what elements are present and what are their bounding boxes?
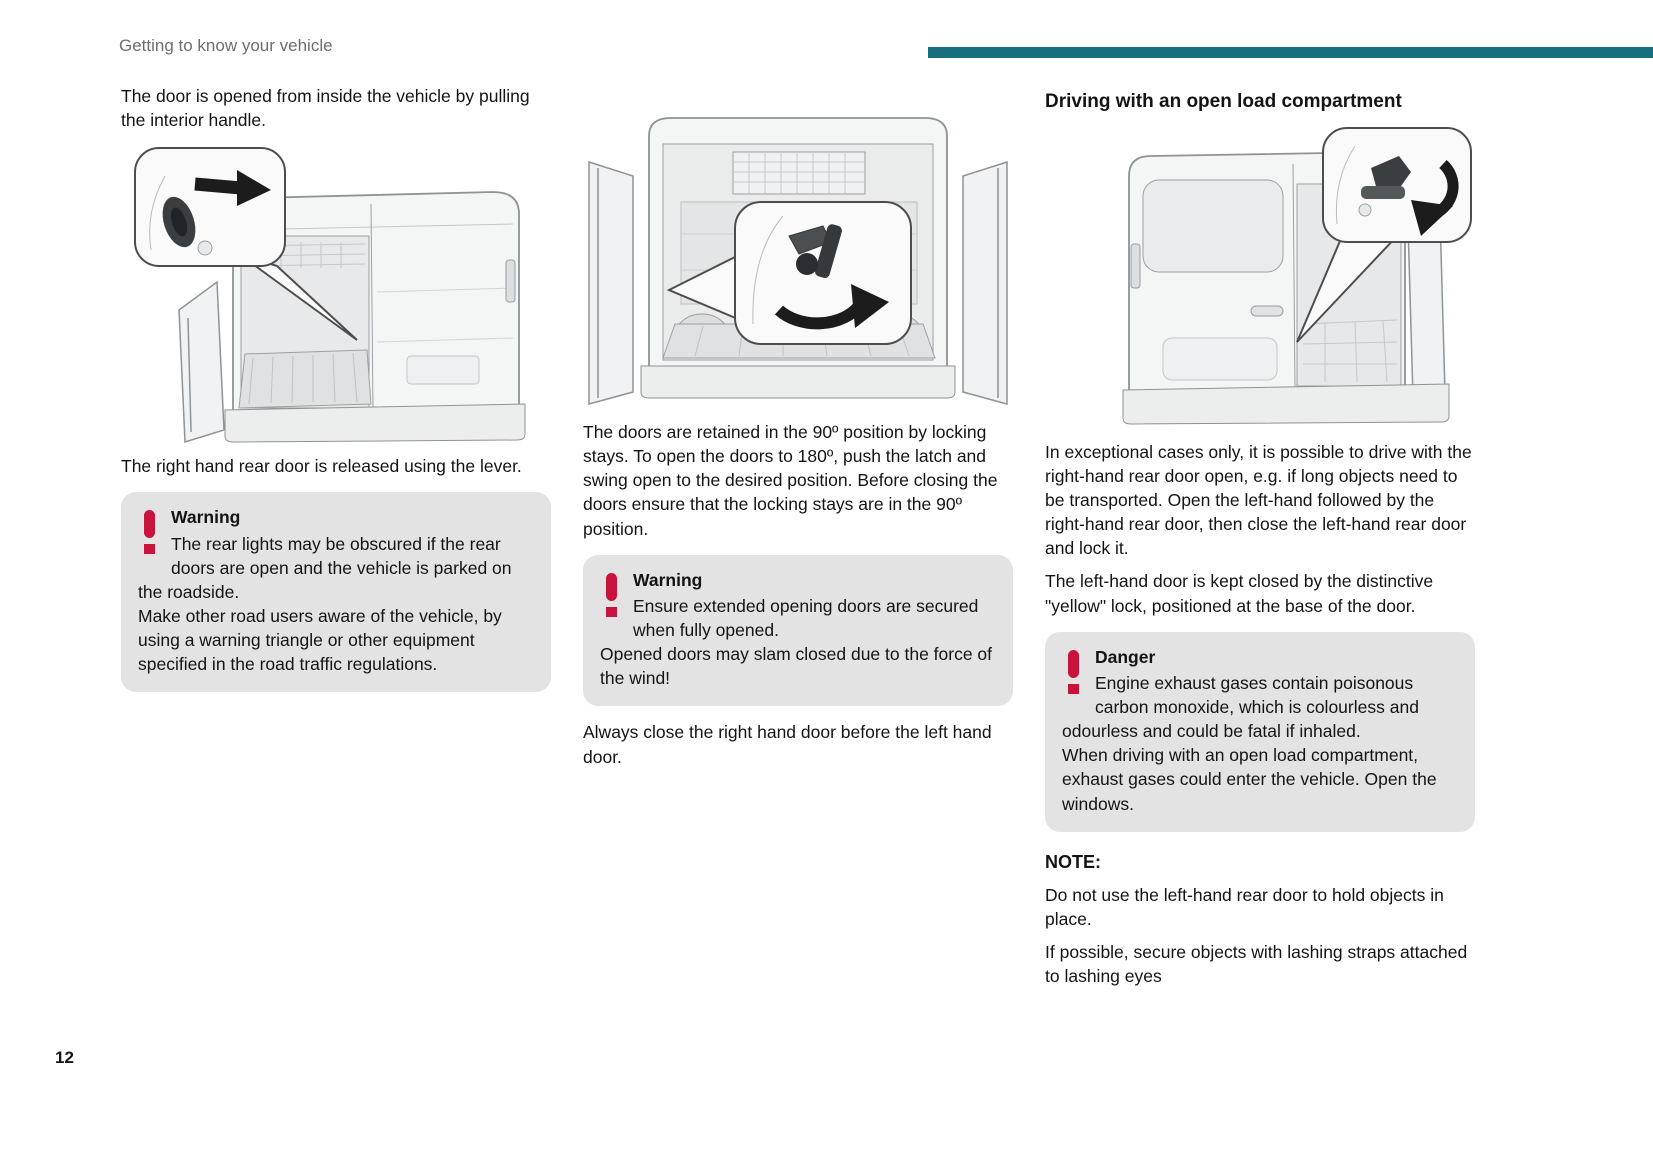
warning-box-rear-lights xyxy=(121,492,551,692)
figure-interior-handle xyxy=(121,142,551,444)
note-text: If possible, secure objects with lashing straps attached to lashing eyes xyxy=(1045,941,1468,986)
column-middle xyxy=(583,84,1013,778)
warning-text: Opened doors may slam closed due to the force of the wind! xyxy=(600,644,993,689)
danger-text: Engine exhaust gases contain poisonous carbon monoxide, which is colourless and odourless and could be fatal if inhaled. xyxy=(1062,672,1419,742)
paragraph-yellow-lock: The left-hand door is kept closed by the distinctive "yellow" lock, positioned at the base of the door. xyxy=(1045,571,1434,616)
warning-text: The rear lights may be obscured if the rear doors are open and the vehicle is parked on the roadside. xyxy=(138,533,512,602)
paragraph-locking-stays: The doors are retained in the 90º position by locking stays. To open the doors to 180º, push the latch and swing open to the desired position. Before closing the doors ensure that the locking stays are in the 90º position. xyxy=(583,422,998,539)
running-header: Getting to know your vehicle xyxy=(119,36,333,55)
warning-icon xyxy=(603,571,620,624)
content-columns xyxy=(121,84,1475,997)
danger-title: Danger xyxy=(1095,646,1156,667)
danger-box-exhaust xyxy=(1045,632,1475,832)
danger-text: When driving with an open load compartment, exhaust gases could enter the vehicle. Open the windows. xyxy=(1062,745,1437,814)
note-text: Do not use the left-hand rear door to hold objects in place. xyxy=(1045,884,1444,929)
page-number: 12 xyxy=(55,1048,74,1067)
danger-icon xyxy=(1065,648,1082,701)
warning-text: Make other road users aware of the vehicle, by using a warning triangle or other equipment specified in the road traffic regulations. xyxy=(138,605,502,675)
figure-doors-open-180 xyxy=(583,84,1013,410)
note-label: NOTE: xyxy=(1045,851,1101,872)
section-heading: Driving with an open load compartment xyxy=(1045,91,1402,112)
paragraph-lever-caption: The right hand rear door is released using the lever. xyxy=(121,456,522,477)
inset-handle-detail xyxy=(135,148,285,266)
inset-locking-stay-detail xyxy=(735,202,911,344)
column-left xyxy=(121,84,551,706)
paragraph-interior-handle: The door is opened from inside the vehicle by pulling the interior handle. xyxy=(121,86,530,131)
warning-text: Ensure extended opening doors are secured when fully opened. xyxy=(633,595,979,640)
inset-lock-detail xyxy=(1323,128,1471,242)
warning-icon xyxy=(141,508,158,561)
column-right xyxy=(1045,84,1475,997)
header-accent-bar xyxy=(928,47,1653,58)
warning-box-extended-doors xyxy=(583,555,1013,707)
van-rear-quarter-illustration xyxy=(121,142,551,444)
figure-open-load-compartment xyxy=(1045,124,1475,430)
van-rear-open-door-illustration xyxy=(1045,124,1475,430)
paragraph-exceptional-cases: In exceptional cases only, it is possible to drive with the right-hand rear door open, e.g. if long objects need to be transported. Open the left-hand followed by the right-hand rear door, then close the left-hand rear door and lock it. xyxy=(1045,441,1472,559)
warning-title: Warning xyxy=(171,507,241,528)
warning-title: Warning xyxy=(633,569,703,590)
paragraph-close-order: Always close the right hand door before the left hand door. xyxy=(583,722,992,767)
van-rear-doors-open-illustration xyxy=(583,84,1013,410)
